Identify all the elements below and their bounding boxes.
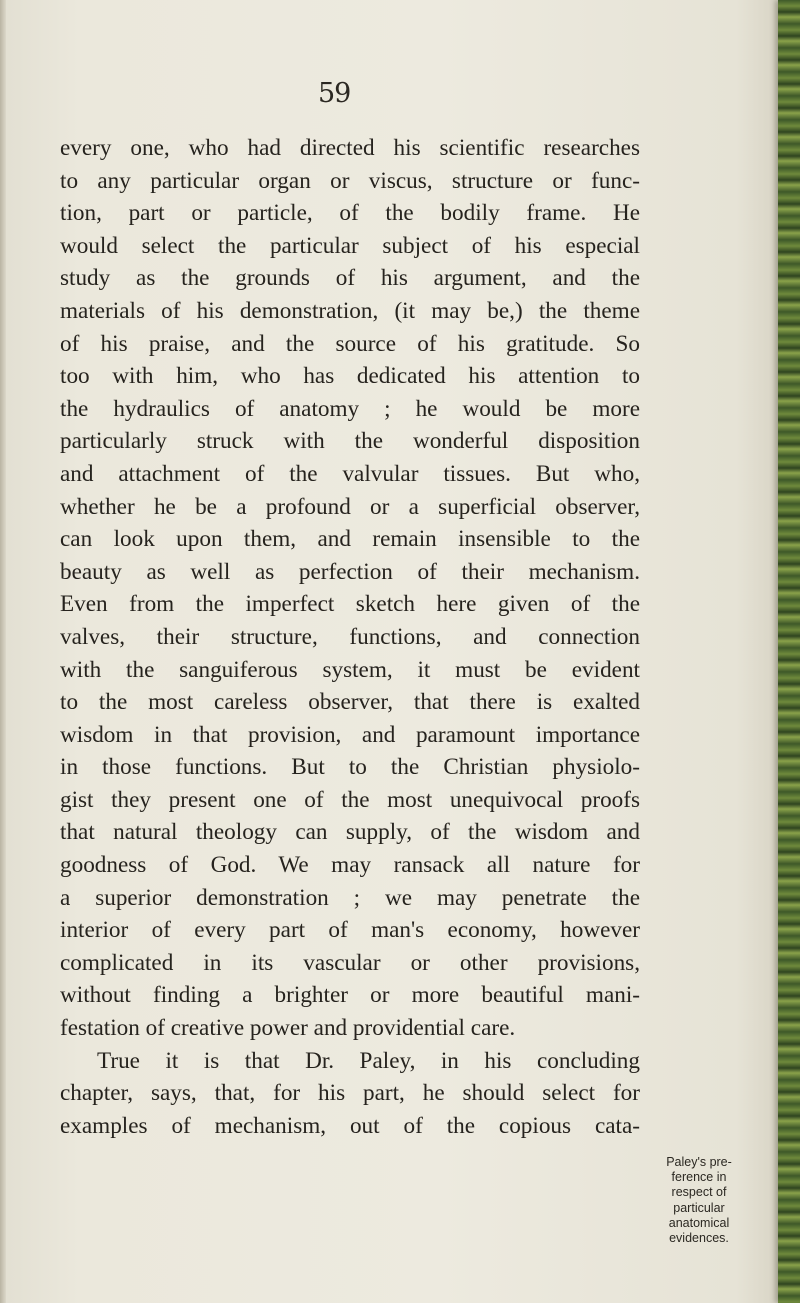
text-line: without finding a brighter or more beautiful mani- <box>60 982 640 1009</box>
text-line: goodness of God. We may ransack all nature for <box>60 852 640 879</box>
text-line: particularly struck with the wonderful disposition <box>60 428 640 455</box>
text-line: a superior demonstration ; we may penetrate the <box>60 884 640 911</box>
text-line: that natural theology can supply, of the wisdom and <box>60 819 640 846</box>
text-line: can look upon them, and remain insensible to the <box>60 526 640 553</box>
text-line: tion, part or particle, of the bodily frame. He <box>60 200 640 227</box>
text-line: gist they present one of the most unequivocal proofs <box>60 786 640 813</box>
margin-note-line: evidences. <box>669 1231 729 1246</box>
text-line: would select the particular subject of his especial <box>60 232 640 259</box>
page-number: 59 <box>318 78 351 109</box>
text-line: and attachment of the valvular tissues. But who, <box>60 460 640 487</box>
text-line: chapter, says, that, for his part, he should select for <box>60 1080 640 1107</box>
text-line: wisdom in that provision, and paramount importance <box>60 721 640 748</box>
text-line: examples of mechanism, out of the copious cata- <box>60 1112 640 1139</box>
margin-note-line: particular <box>673 1200 725 1215</box>
text-line: to the most careless observer, that there is exalted <box>60 689 640 716</box>
text-line: materials of his demonstration, (it may be,) the theme <box>60 297 640 324</box>
margin-note-line: ference in <box>671 1170 727 1185</box>
margin-note-line: anatomical <box>668 1215 730 1230</box>
text-line: with the sanguiferous system, it must be evident <box>60 656 640 683</box>
text-line: study as the grounds of his argument, and the <box>60 265 640 292</box>
text-line: Even from the imperfect sketch here given of the <box>60 591 640 618</box>
text-line: beauty as well as perfection of their mechanism. <box>60 558 640 585</box>
book-spine-edge <box>778 0 800 1303</box>
text-line: interior of every part of man's economy, however <box>60 917 640 944</box>
text-line: complicated in its vascular or other provisions, <box>60 949 640 976</box>
body-text <box>60 132 640 1142</box>
text-line: to any particular organ or viscus, structure or func- <box>60 167 640 194</box>
margin-note <box>650 1155 748 1246</box>
text-line: whether he be a profound or a superficial observer, <box>60 493 640 520</box>
text-line: festation of creative power and providential care. <box>60 1015 516 1042</box>
margin-note-line: Paley's pre- <box>666 1155 732 1169</box>
text-line: of his praise, and the source of his gratitude. So <box>60 330 640 357</box>
text-line: too with him, who has dedicated his attention to <box>60 363 640 390</box>
text-line: in those functions. But to the Christian physiolo- <box>60 754 640 781</box>
text-line: every one, who had directed his scientific researches <box>60 135 640 161</box>
page-left-edge <box>0 0 6 1303</box>
margin-note-line: respect of <box>671 1185 727 1200</box>
paragraph-first-line: True it is that Dr. Paley, in his concluding <box>97 1047 640 1074</box>
text-line: the hydraulics of anatomy ; he would be more <box>60 395 640 422</box>
text-line: valves, their structure, functions, and connection <box>60 623 640 650</box>
